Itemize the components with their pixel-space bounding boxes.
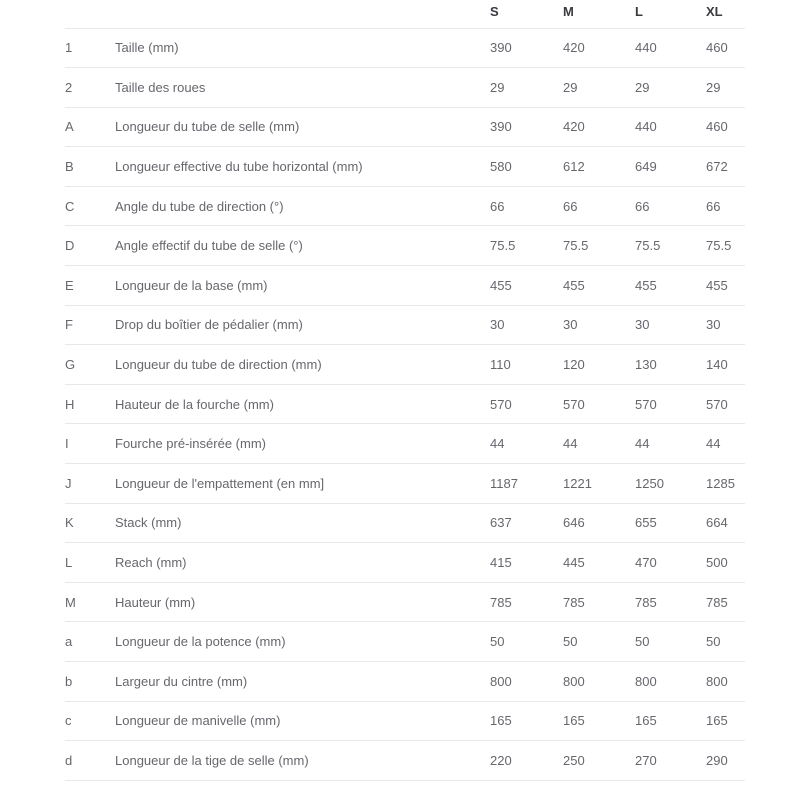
row-label: Longueur de la tige de selle (mm)	[115, 741, 490, 781]
value-l: 75.5	[635, 226, 706, 266]
header-code-cell	[65, 0, 115, 28]
value-s: 785	[490, 582, 563, 622]
column-header-l: L	[635, 0, 706, 28]
value-l: 655	[635, 503, 706, 543]
value-xl: 165	[706, 701, 745, 741]
value-s: 390	[490, 28, 563, 68]
value-m: 50	[563, 622, 635, 662]
value-l: 29	[635, 68, 706, 108]
value-m: 165	[563, 701, 635, 741]
value-l: 470	[635, 543, 706, 583]
row-label: Longueur du tube de direction (mm)	[115, 345, 490, 385]
value-m: 1221	[563, 464, 635, 504]
value-s: 50	[490, 622, 563, 662]
table-row	[65, 622, 745, 662]
table-row	[65, 147, 745, 187]
row-label: Hauteur (mm)	[115, 582, 490, 622]
row-code: d	[65, 741, 115, 781]
row-code: 2	[65, 68, 115, 108]
header-label-cell	[115, 0, 490, 28]
row-label: Drop du boîtier de pédalier (mm)	[115, 305, 490, 345]
table-body	[65, 28, 745, 780]
value-xl: 570	[706, 384, 745, 424]
value-xl: 50	[706, 622, 745, 662]
value-s: 800	[490, 662, 563, 702]
table-row	[65, 107, 745, 147]
value-l: 165	[635, 701, 706, 741]
value-l: 130	[635, 345, 706, 385]
value-m: 612	[563, 147, 635, 187]
value-xl: 785	[706, 582, 745, 622]
row-label: Longueur du tube de selle (mm)	[115, 107, 490, 147]
value-xl: 140	[706, 345, 745, 385]
row-code: 1	[65, 28, 115, 68]
value-s: 637	[490, 503, 563, 543]
table-row	[65, 701, 745, 741]
value-xl: 500	[706, 543, 745, 583]
table-row	[65, 266, 745, 306]
value-m: 570	[563, 384, 635, 424]
row-code: F	[65, 305, 115, 345]
value-l: 800	[635, 662, 706, 702]
row-code: A	[65, 107, 115, 147]
row-label: Largeur du cintre (mm)	[115, 662, 490, 702]
value-l: 66	[635, 186, 706, 226]
value-l: 270	[635, 741, 706, 781]
value-l: 30	[635, 305, 706, 345]
header-row	[65, 0, 745, 28]
value-s: 580	[490, 147, 563, 187]
value-l: 440	[635, 28, 706, 68]
table-row	[65, 28, 745, 68]
value-s: 110	[490, 345, 563, 385]
value-m: 44	[563, 424, 635, 464]
row-code: b	[65, 662, 115, 702]
value-s: 75.5	[490, 226, 563, 266]
row-code: a	[65, 622, 115, 662]
row-label: Longueur de manivelle (mm)	[115, 701, 490, 741]
value-m: 250	[563, 741, 635, 781]
row-code: I	[65, 424, 115, 464]
value-m: 646	[563, 503, 635, 543]
value-l: 570	[635, 384, 706, 424]
row-code: B	[65, 147, 115, 187]
table-header	[65, 0, 745, 28]
table-row	[65, 503, 745, 543]
value-m: 445	[563, 543, 635, 583]
value-xl: 290	[706, 741, 745, 781]
value-m: 785	[563, 582, 635, 622]
row-label: Angle du tube de direction (°)	[115, 186, 490, 226]
table-row	[65, 741, 745, 781]
value-xl: 460	[706, 107, 745, 147]
row-code: D	[65, 226, 115, 266]
value-m: 420	[563, 28, 635, 68]
row-label: Longueur effective du tube horizontal (mm)	[115, 147, 490, 187]
value-l: 455	[635, 266, 706, 306]
table-row	[65, 464, 745, 504]
value-s: 390	[490, 107, 563, 147]
table-row	[65, 186, 745, 226]
value-l: 649	[635, 147, 706, 187]
row-label: Taille des roues	[115, 68, 490, 108]
value-s: 165	[490, 701, 563, 741]
table-row	[65, 582, 745, 622]
row-label: Hauteur de la fourche (mm)	[115, 384, 490, 424]
value-m: 30	[563, 305, 635, 345]
row-code: c	[65, 701, 115, 741]
row-code: G	[65, 345, 115, 385]
row-label: Fourche pré-insérée (mm)	[115, 424, 490, 464]
value-m: 66	[563, 186, 635, 226]
value-xl: 29	[706, 68, 745, 108]
value-s: 220	[490, 741, 563, 781]
column-header-s: S	[490, 0, 563, 28]
row-label: Longueur de l'empattement (en mm]	[115, 464, 490, 504]
value-xl: 455	[706, 266, 745, 306]
value-s: 455	[490, 266, 563, 306]
value-xl: 460	[706, 28, 745, 68]
value-m: 29	[563, 68, 635, 108]
value-xl: 672	[706, 147, 745, 187]
value-m: 120	[563, 345, 635, 385]
column-header-xl: XL	[706, 0, 745, 28]
row-code: K	[65, 503, 115, 543]
value-xl: 1285	[706, 464, 745, 504]
value-s: 570	[490, 384, 563, 424]
row-label: Longueur de la potence (mm)	[115, 622, 490, 662]
table-row	[65, 543, 745, 583]
value-l: 50	[635, 622, 706, 662]
row-label: Angle effectif du tube de selle (°)	[115, 226, 490, 266]
value-l: 440	[635, 107, 706, 147]
value-xl: 66	[706, 186, 745, 226]
table-row	[65, 424, 745, 464]
value-m: 420	[563, 107, 635, 147]
row-label: Stack (mm)	[115, 503, 490, 543]
row-code: M	[65, 582, 115, 622]
row-code: C	[65, 186, 115, 226]
table-row	[65, 345, 745, 385]
table-row	[65, 662, 745, 702]
row-label: Taille (mm)	[115, 28, 490, 68]
value-s: 29	[490, 68, 563, 108]
value-s: 30	[490, 305, 563, 345]
table-row	[65, 305, 745, 345]
row-code: J	[65, 464, 115, 504]
value-xl: 800	[706, 662, 745, 702]
value-xl: 30	[706, 305, 745, 345]
row-label: Longueur de la base (mm)	[115, 266, 490, 306]
value-m: 75.5	[563, 226, 635, 266]
row-code: H	[65, 384, 115, 424]
column-header-m: M	[563, 0, 635, 28]
table-row	[65, 384, 745, 424]
value-xl: 664	[706, 503, 745, 543]
value-s: 415	[490, 543, 563, 583]
table-row	[65, 68, 745, 108]
geometry-table	[65, 0, 745, 781]
value-xl: 44	[706, 424, 745, 464]
value-m: 800	[563, 662, 635, 702]
value-s: 44	[490, 424, 563, 464]
row-code: L	[65, 543, 115, 583]
table-row	[65, 226, 745, 266]
geometry-table-container	[65, 0, 745, 781]
value-l: 785	[635, 582, 706, 622]
row-label: Reach (mm)	[115, 543, 490, 583]
value-l: 1250	[635, 464, 706, 504]
value-l: 44	[635, 424, 706, 464]
value-xl: 75.5	[706, 226, 745, 266]
row-code: E	[65, 266, 115, 306]
value-m: 455	[563, 266, 635, 306]
value-s: 1187	[490, 464, 563, 504]
value-s: 66	[490, 186, 563, 226]
